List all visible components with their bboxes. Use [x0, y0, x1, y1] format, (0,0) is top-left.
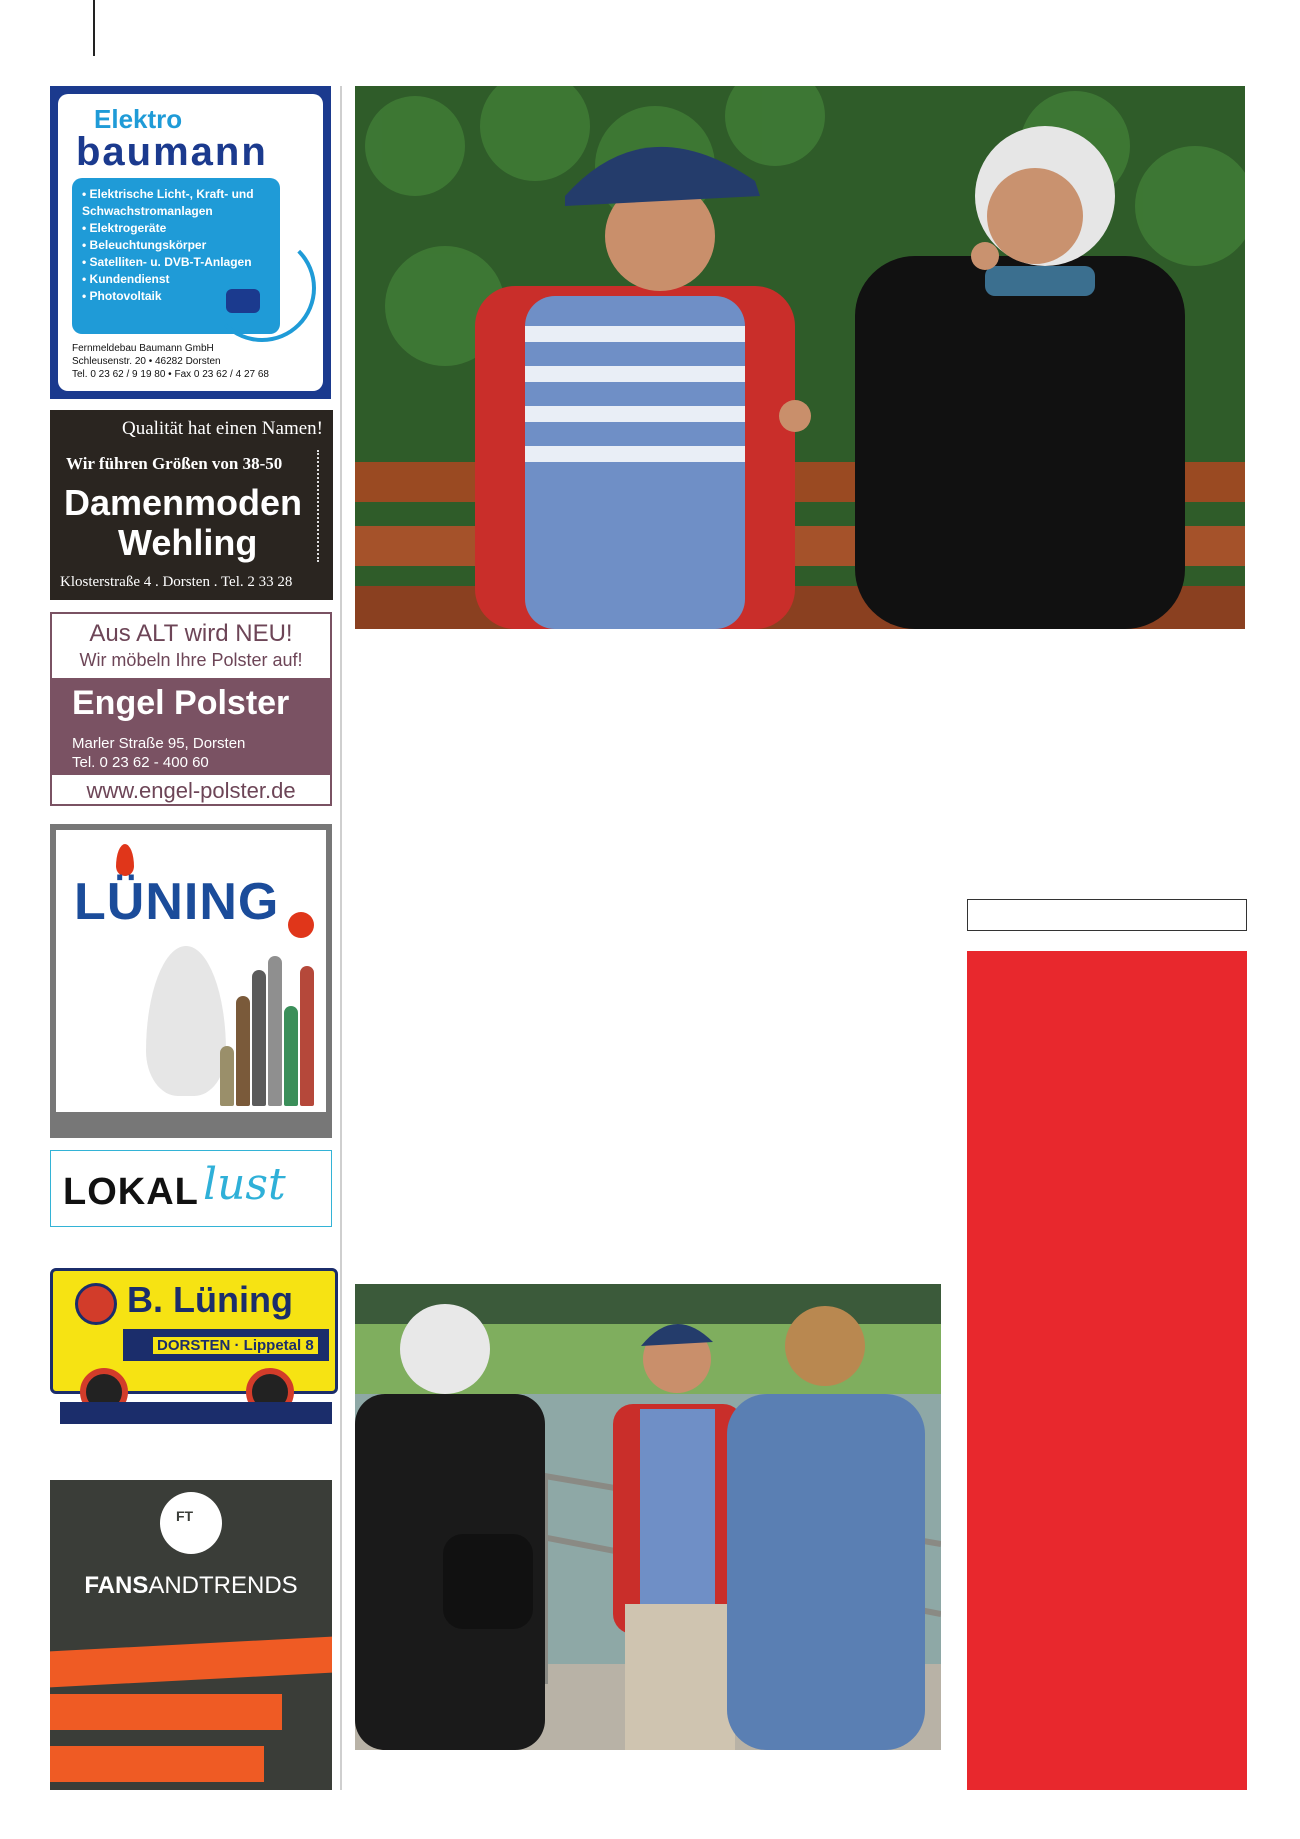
fans-title-bold: FANS: [84, 1572, 149, 1599]
baumann-brand-line2: baumann: [76, 130, 268, 174]
ad-b-luning[interactable]: [50, 1268, 332, 1426]
emblem-icon: [75, 1283, 117, 1325]
engel-address: [72, 734, 245, 772]
service-item: • Satelliten- u. DVB-T-Anlagen: [82, 254, 272, 271]
baumann-contact: [72, 342, 269, 381]
photo-bench-illustration: [355, 86, 1245, 629]
service-item: • Beleuchtungskörper: [82, 237, 272, 254]
gas-cylinder-icon: [236, 996, 250, 1106]
b-luning-address: DORSTEN · Lippetal 8: [153, 1337, 318, 1354]
photo-bench-conversation: [355, 86, 1245, 629]
service-item: • Photovoltaik: [82, 288, 272, 305]
wehling-tagline: Qualität hat einen Namen!: [121, 418, 323, 439]
ad-elektro-baumann[interactable]: [50, 86, 331, 399]
ad-damenmoden-wehling[interactable]: [50, 410, 333, 600]
engel-name: Engel Polster: [72, 684, 290, 722]
accent-stripe: [50, 1637, 332, 1688]
gas-cylinder-icon: [268, 956, 282, 1106]
baumann-company: Fernmeldebau Baumann GmbH: [72, 343, 214, 354]
engel-subline: Wir möbeln Ihre Polster auf!: [79, 650, 303, 670]
service-item: • Kundendienst: [82, 271, 272, 288]
engel-website-link[interactable]: www.engel-polster.de: [86, 778, 296, 803]
accent-stripe: [50, 1694, 282, 1730]
luning-logo: LÜNING: [74, 873, 280, 931]
baumann-address: Schleusenstr. 20 • 46282 Dorsten: [72, 356, 221, 367]
luning-panel: [56, 830, 326, 1112]
wehling-name-line2: Wehling: [118, 522, 258, 563]
service-item: • Elektrische Licht-, Kraft- und Schwachstromanlagen: [82, 186, 272, 220]
lokal-wordmark: LOKAL: [63, 1171, 199, 1213]
b-luning-name: B. Lüning: [127, 1279, 293, 1320]
service-item: • Elektrogeräte: [82, 220, 272, 237]
gas-cylinder-icon: [252, 970, 266, 1106]
info-box: [967, 899, 1247, 931]
engel-band: [52, 678, 330, 775]
gas-cylinder-icon: [284, 1006, 298, 1106]
plug-icon: [226, 289, 260, 313]
fans-title: [50, 1572, 332, 1600]
gas-cylinder-icon: [300, 966, 314, 1106]
baumann-brand-line1: Elektro: [94, 104, 183, 134]
ad-fansandtrends[interactable]: [50, 1480, 332, 1790]
engel-phone: Tel. 0 23 62 - 400 60: [72, 754, 209, 771]
crop-mark: [93, 0, 95, 56]
red-sidebar-panel: [967, 951, 1247, 1790]
fans-title-light: ANDTRENDS: [148, 1572, 298, 1599]
baumann-phone: Tel. 0 23 62 / 9 19 80 • Fax 0 23 62 / 4 27 68: [72, 369, 269, 380]
flame-watermark-icon: [146, 946, 226, 1096]
ad-engel-polster[interactable]: [50, 612, 332, 806]
wehling-name-line1: Damenmoden: [64, 482, 303, 523]
truck-shadow: [60, 1402, 332, 1424]
fans-badge-text: FT: [176, 1508, 194, 1524]
ad-lokallust[interactable]: [50, 1150, 332, 1227]
dotted-divider: [317, 450, 319, 562]
accent-stripe: [50, 1746, 264, 1782]
engel-street: Marler Straße 95, Dorsten: [72, 735, 246, 752]
ad-luning-gas[interactable]: [50, 824, 332, 1138]
photo-lake-conversation: [355, 1284, 941, 1750]
wehling-sizes: Wir führen Größen von 38-50: [66, 454, 283, 473]
cable-icon: [208, 234, 316, 342]
lust-script: lust: [203, 1159, 286, 1210]
photo-lake-illustration: [355, 1284, 941, 1750]
column-divider: [340, 86, 342, 1790]
engel-headline: Aus ALT wird NEU!: [89, 620, 293, 647]
wehling-address: Klosterstraße 4 . Dorsten . Tel. 2 33 28: [60, 574, 293, 590]
gas-cylinder-icon: [220, 1046, 234, 1106]
ad-baumann-panel: [58, 94, 323, 391]
delivery-truck-icon: [288, 912, 314, 938]
